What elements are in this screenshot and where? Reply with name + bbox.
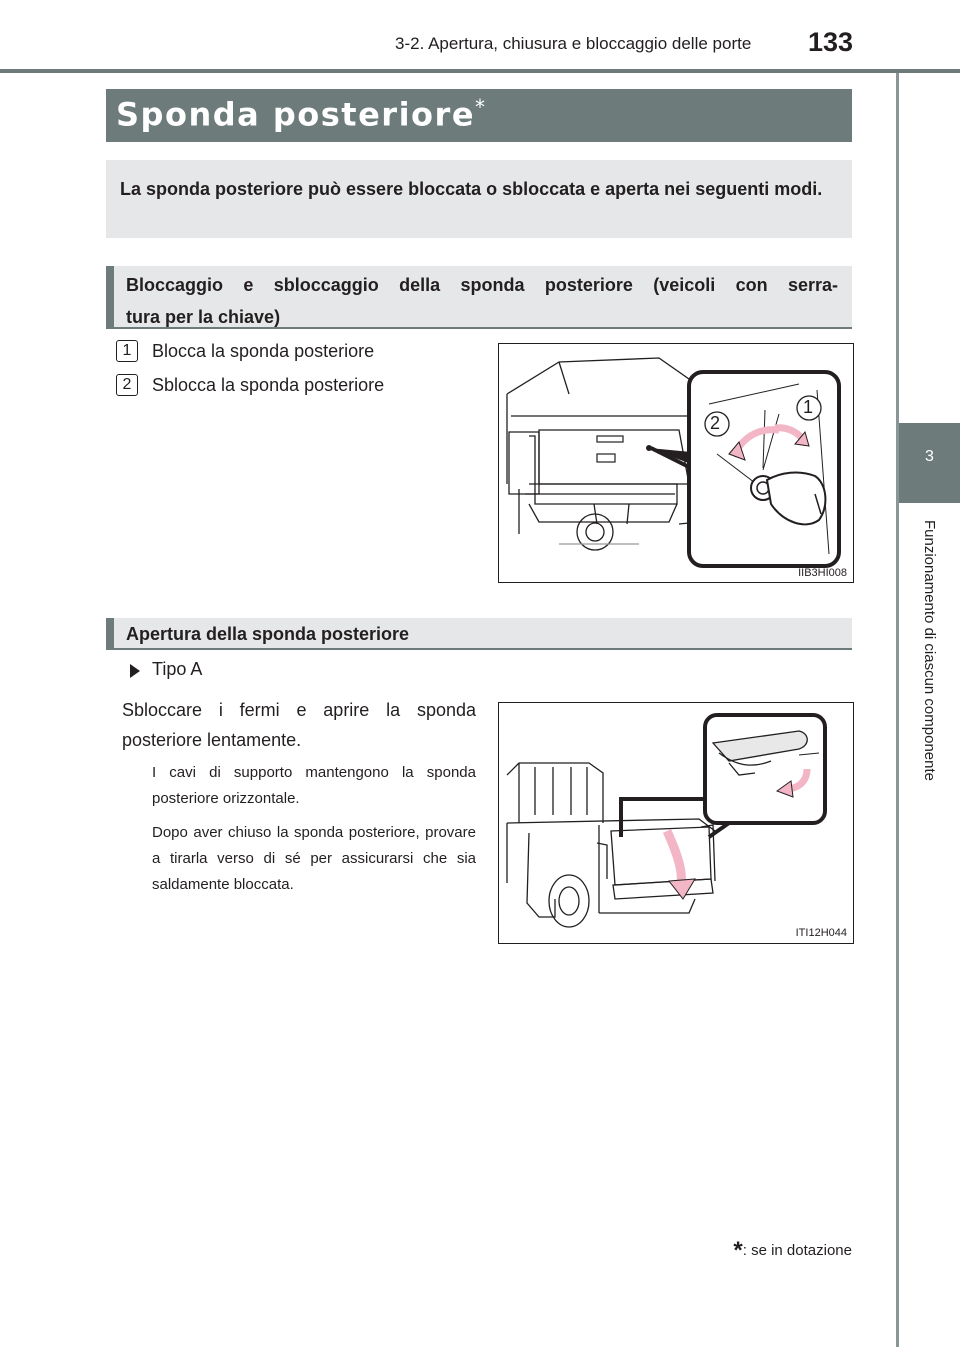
- page-title: [116, 95, 487, 134]
- figure-label-1: 1: [803, 397, 814, 417]
- figure-code-1: IIB3HI008: [798, 567, 847, 579]
- item-text-2: Sblocca la sponda posteriore: [152, 375, 385, 395]
- title-star: *: [475, 95, 487, 119]
- section2-accent: [106, 618, 114, 650]
- item-text-1: Blocca la sponda posteriore: [152, 341, 375, 361]
- chapter-tab-label: Funzionamento di ciascun componente: [921, 520, 938, 781]
- intro-text: La sponda posteriore può essere bloccata o sbloccata e aperta nei seguenti modi.: [120, 179, 823, 199]
- item-number-1: 1: [116, 340, 138, 362]
- section2-body: Sbloccare i fermi e aprire la sponda posteriore lentamente.: [122, 700, 476, 750]
- bullet-triangle-icon: [130, 664, 140, 678]
- page-title-text: Sponda posteriore: [116, 95, 476, 134]
- chapter-title: 3-2. Apertura, chiusura e bloccaggio delle porte: [395, 34, 752, 53]
- item-number-2: 2: [116, 374, 138, 396]
- section1-heading: [126, 269, 838, 333]
- section2-note-1: I cavi di supporto mantengono la sponda posteriore orizzontale.: [152, 764, 476, 807]
- tailgate-lock-figure: [498, 343, 854, 583]
- footnote-text: : se in dotazione: [742, 1242, 852, 1259]
- header-rule: [0, 69, 960, 73]
- footnote-star: *: [733, 1237, 743, 1264]
- tailgate-open-figure: [498, 702, 854, 944]
- footnote: [733, 1237, 852, 1265]
- section1-accent: [106, 266, 114, 329]
- figure-label-2: 2: [710, 413, 721, 433]
- tailgate-open-illustration: [499, 703, 853, 943]
- chapter-tab-number: 3: [925, 448, 934, 465]
- side-divider: [896, 73, 899, 1347]
- section1-heading-line1: Bloccaggio e sbloccaggio della sponda posteriore (veicoli con serra-: [126, 275, 838, 295]
- tailgate-lock-illustration: [499, 344, 853, 582]
- section2-heading: Apertura della sponda posteriore: [126, 624, 410, 644]
- page-number: 133: [808, 27, 854, 57]
- figure-code-2: ITI12H044: [795, 927, 847, 939]
- section2-note-2: Dopo aver chiuso la sponda posteriore, provare a tirarla verso di sé per assicurarsi che sia saldamente bloccata.: [152, 824, 476, 893]
- bullet-text: Tipo A: [152, 659, 203, 679]
- section1-heading-line2: tura per la chiave): [126, 307, 281, 327]
